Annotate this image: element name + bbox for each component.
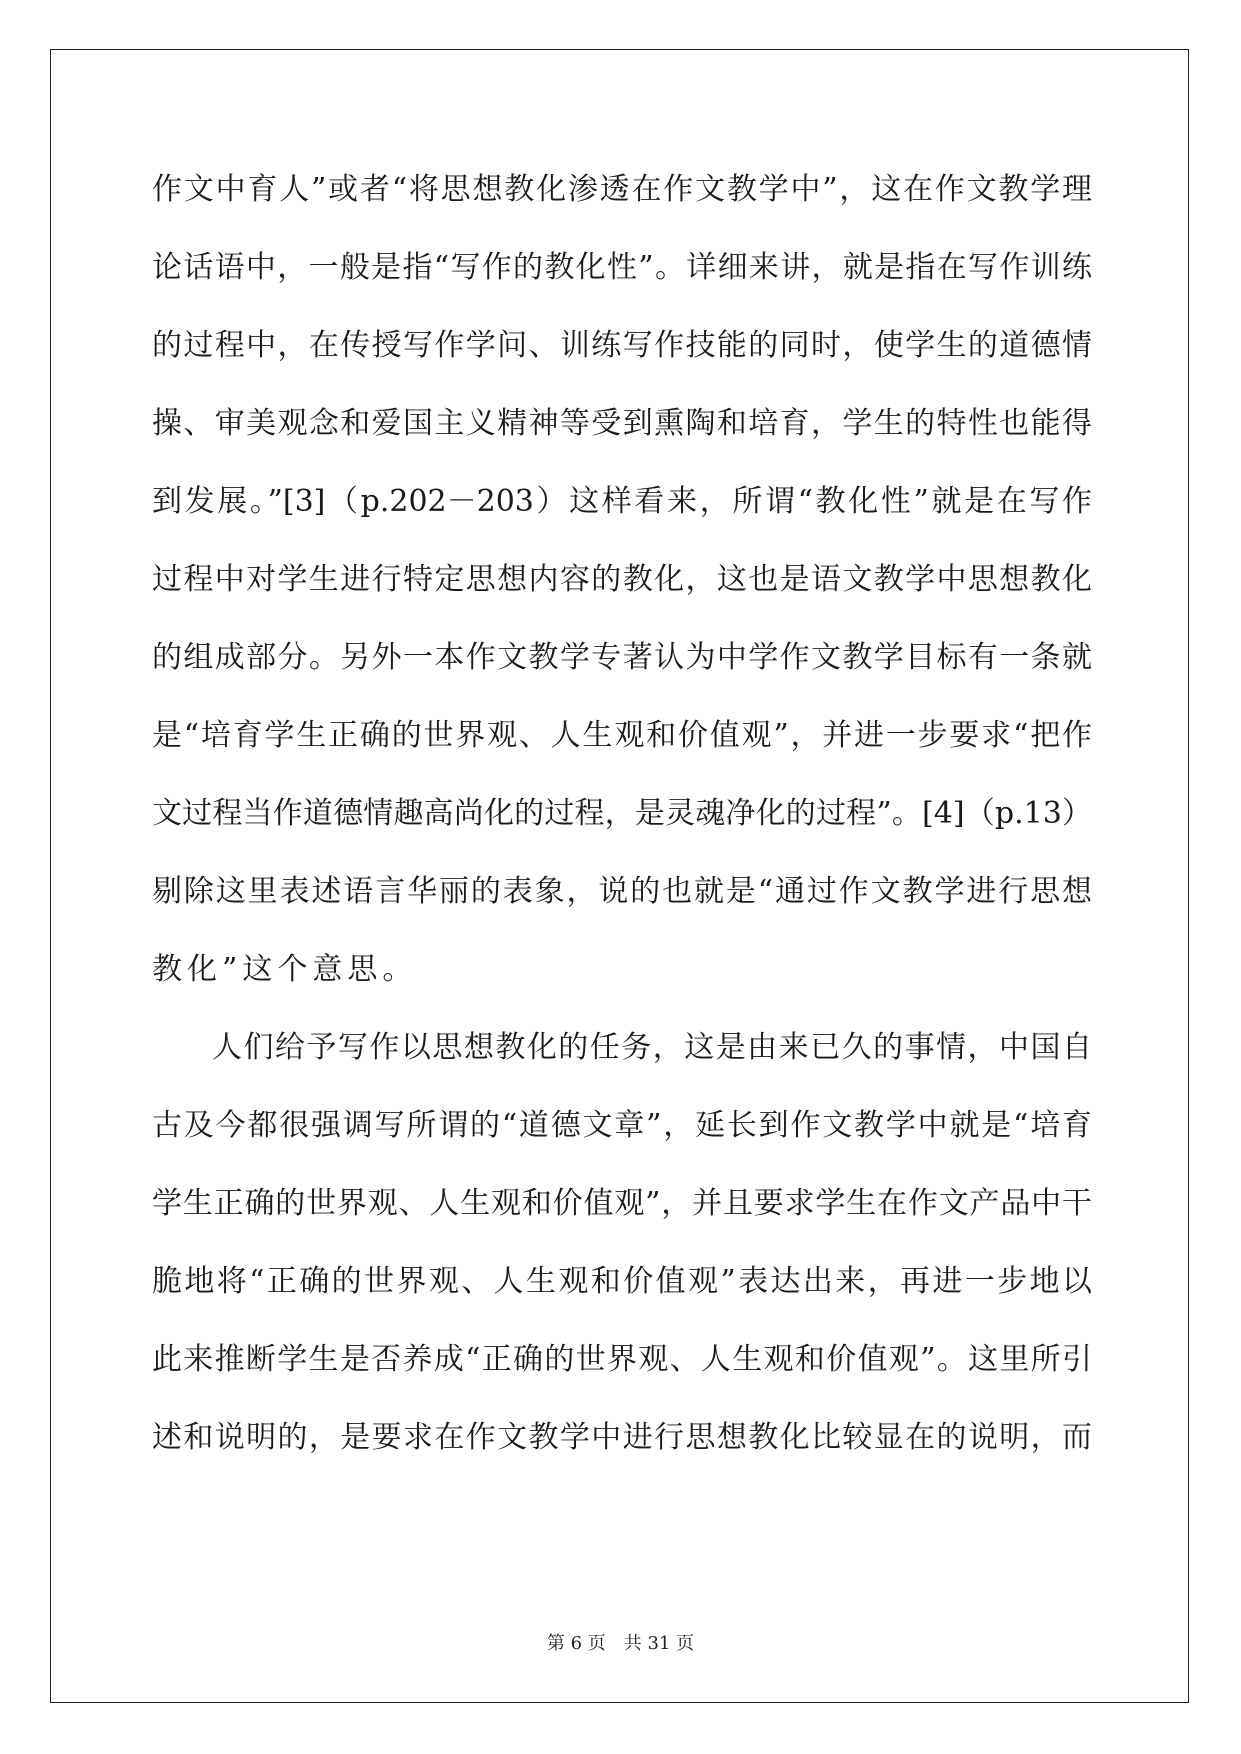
page-number-label: 第 6 页 共 31 页 (546, 1633, 695, 1654)
text-line: 的过程中，在传授写作学问、训练写作技能的同时，使学生的道德情 (152, 328, 1092, 363)
text-line: 操、审美观念和爱国主义精神等受到熏陶和培育，学生的特性也能得 (152, 406, 1092, 441)
text-line: 作文中育人”或者“将思想教化渗透在作文教学中”，这在作文教学理 (152, 172, 1092, 207)
text-line: 述和说明的，是要求在作文教学中进行思想教化比较显在的说明，而 (152, 1420, 1092, 1455)
text-line: 是“培育学生正确的世界观、人生观和价值观”，并进一步要求“把作 (152, 718, 1092, 753)
text-line: 人们给予写作以思想教化的任务，这是由来已久的事情，中国自 (212, 1030, 1092, 1065)
text-line: 过程中对学生进行特定思想内容的教化，这也是语文教学中思想教化 (152, 562, 1092, 597)
text-line: 此来推断学生是否养成“正确的世界观、人生观和价值观”。这里所引 (152, 1342, 1092, 1377)
text-line: 论话语中，一般是指“写作的教化性”。详细来讲，就是指在写作训练 (152, 250, 1092, 285)
text-line: 剔除这里表述语言华丽的表象，说的也就是“通过作文教学进行思想 (152, 874, 1092, 909)
body-text (152, 163, 1092, 1489)
text-line: 教化”这个意思。 (152, 952, 418, 987)
page-footer (0, 1629, 1241, 1655)
text-line: 文过程当作道德情趣高尚化的过程，是灵魂净化的过程”。[4]（p.13） (152, 796, 1092, 831)
text-line: 的组成部分。另外一本作文教学专著认为中学作文教学目标有一条就 (152, 640, 1092, 675)
text-line: 学生正确的世界观、人生观和价值观”，并且要求学生在作文产品中干 (152, 1186, 1092, 1221)
text-line: 到发展。”[3]（p.202－203）这样看来，所谓“教化性”就是在写作 (152, 484, 1092, 519)
text-line: 古及今都很强调写所谓的“道德文章”，延长到作文教学中就是“培育 (152, 1108, 1092, 1143)
text-line: 脆地将“正确的世界观、人生观和价值观”表达出来，再进一步地以 (152, 1264, 1092, 1299)
